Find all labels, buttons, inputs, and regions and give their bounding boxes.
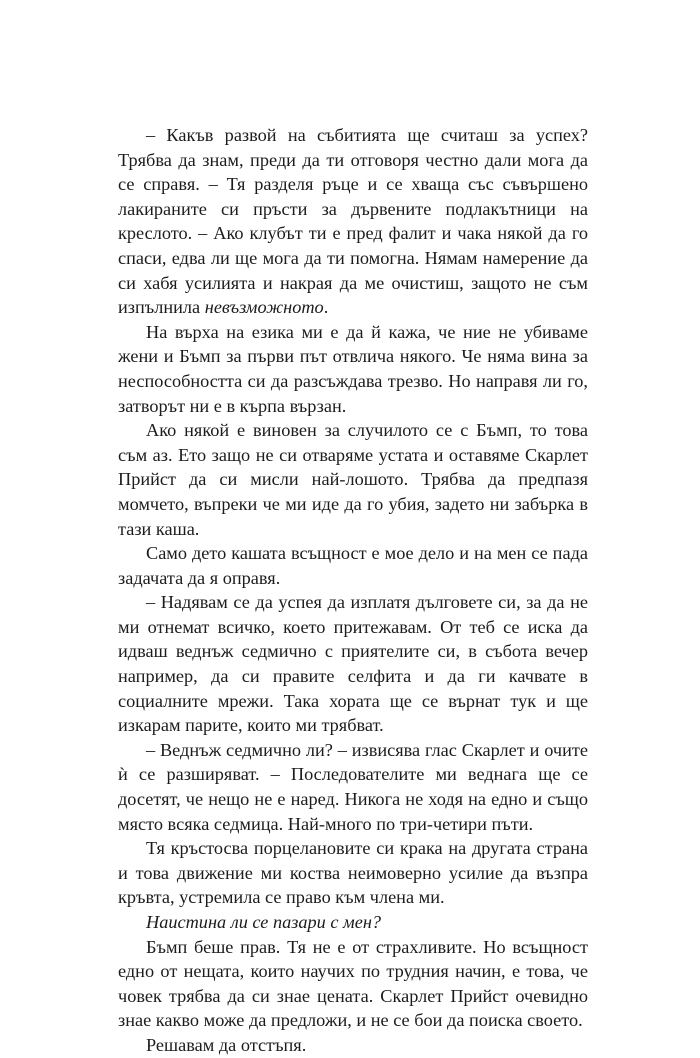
text-segment: Ако някой е виновен за случилото се с Бъмп, то това съм аз. Ето защо не си отваряме устата и оставяме Скарлет Прийст да си мисли най-лошото. Трябва да предпазя момчето, въпреки че ми иде да го убия, задето ни забърка в тази каша. <box>118 420 588 539</box>
text-segment: Бъмп беше прав. Тя не е от страхливите. Но всъщност едно от нещата, които научих по трудния начин, е това, че човек трябва да си знае цената. Скарлет Прийст очевидно знае какво може да предложи, и не се бои да поиска своето. <box>118 936 588 1031</box>
italic-text: Наистина ли се пазари с мен? <box>146 912 382 932</box>
text-segment: . <box>323 297 329 318</box>
paragraph <box>118 1033 588 1058</box>
paragraph <box>118 738 588 836</box>
paragraph <box>118 418 588 541</box>
paragraph <box>118 541 588 590</box>
paragraph <box>118 320 588 418</box>
text-segment: Тя кръстосва порцелановите си крака на другата страна и това движение ми коства неимоверно усилие да възпра кръвта, устремила се право към члена ми. <box>118 838 588 908</box>
book-page <box>118 123 588 1058</box>
italic-text: невъзможното <box>204 297 324 318</box>
paragraph <box>118 590 588 738</box>
paragraph <box>118 935 588 1033</box>
text-segment: – Веднъж седмично ли? – извисява глас Скарлет и очите ѝ се разширяват. – Последователите ми веднага ще се досетят, че нещо не е наред. Никога не ходя на едно и също място всяка седмица. Най-много по три-четири пъти. <box>118 739 588 834</box>
paragraph <box>118 910 588 935</box>
text-segment: Решавам да отстъпя. <box>146 1034 307 1055</box>
text-segment: На върха на езика ми е да й кажа, че ние не убиваме жени и Бъмп за първи път отвлича някого. Че няма вина за неспособността си да разсъждава трезво. Но направя ли го, затворът ни е в кърпа вързан. <box>118 321 588 416</box>
paragraph <box>118 836 588 910</box>
text-segment: – Какъв развой на събитията ще считаш за успех? Трябва да знам, преди да ти отговоря честно дали мога да се справя. – Тя разделя ръце и се хваща със съвършено лакираните си пръсти за дървените подлакътници на креслото. – Ако клубът ти е пред фалит и чака някой да го спаси, едва ли ще мога да ти помогна. Нямам намерение да си хабя усилията и накрая да ме очистиш, защото не съм изпълнила <box>118 125 588 318</box>
paragraph <box>118 123 588 320</box>
text-segment: – Надявам се да успея да изплатя дълговете си, за да не ми отнемат всичко, което притежавам. От теб се иска да идваш веднъж седмично с приятелите си, в събота вечер например, да си правите селфита и да ги качвате в социалните мрежи. Така хората ще се върнат тук и ще изкарам парите, които ми трябват. <box>118 592 588 736</box>
text-segment: Само дето кашата всъщност е мое дело и на мен се пада задачата да я оправя. <box>118 543 588 588</box>
